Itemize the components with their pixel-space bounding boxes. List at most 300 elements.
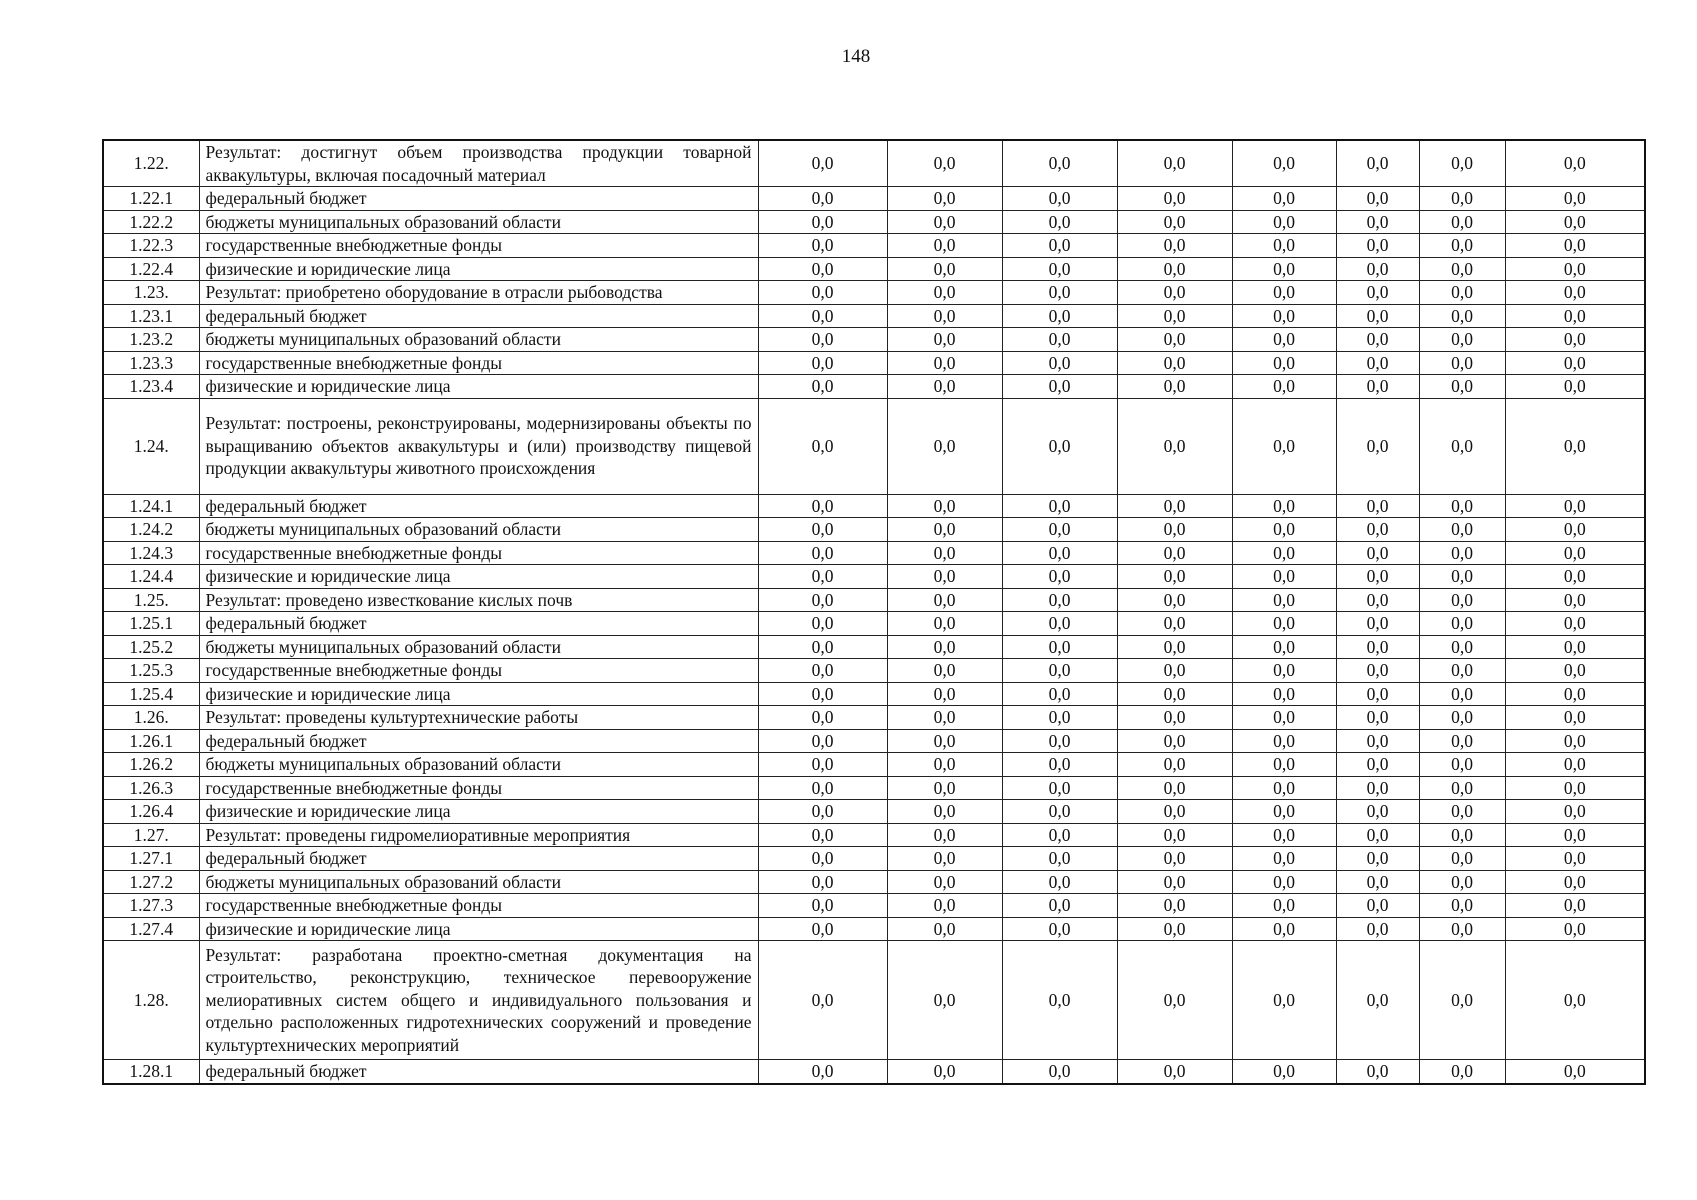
- value-cell: 0,0: [1505, 753, 1645, 777]
- value-cell: 0,0: [1117, 706, 1232, 730]
- value-cell: 0,0: [1505, 847, 1645, 871]
- value-cell: 0,0: [1232, 941, 1336, 1060]
- value-cell: 0,0: [887, 398, 1002, 494]
- value-cell: 0,0: [1336, 494, 1419, 518]
- value-cell: 0,0: [1117, 281, 1232, 305]
- value-cell: 0,0: [1419, 847, 1505, 871]
- value-cell: 0,0: [1336, 588, 1419, 612]
- value-cell: 0,0: [887, 304, 1002, 328]
- table-row: [103, 917, 1645, 941]
- value-cell: 0,0: [758, 659, 887, 683]
- value-cell: 0,0: [1419, 800, 1505, 824]
- value-cell: 0,0: [1232, 917, 1336, 941]
- row-description: бюджеты муниципальных образований области: [199, 328, 758, 352]
- value-cell: 0,0: [1336, 870, 1419, 894]
- value-cell: 0,0: [1336, 823, 1419, 847]
- value-cell: 0,0: [758, 1060, 887, 1084]
- value-cell: 0,0: [1232, 541, 1336, 565]
- row-number: 1.26.1: [103, 729, 199, 753]
- value-cell: 0,0: [758, 800, 887, 824]
- table-row: [103, 304, 1645, 328]
- row-description: физические и юридические лица: [199, 257, 758, 281]
- value-cell: 0,0: [758, 494, 887, 518]
- value-cell: 0,0: [1419, 635, 1505, 659]
- value-cell: 0,0: [1117, 565, 1232, 589]
- value-cell: 0,0: [1419, 494, 1505, 518]
- row-description: федеральный бюджет: [199, 304, 758, 328]
- value-cell: 0,0: [1117, 328, 1232, 352]
- value-cell: 0,0: [887, 612, 1002, 636]
- value-cell: 0,0: [758, 847, 887, 871]
- table-row: [103, 612, 1645, 636]
- value-cell: 0,0: [758, 682, 887, 706]
- value-cell: 0,0: [887, 375, 1002, 399]
- table-row: [103, 776, 1645, 800]
- value-cell: 0,0: [1232, 398, 1336, 494]
- value-cell: 0,0: [1002, 776, 1117, 800]
- table-row: [103, 941, 1645, 1060]
- value-cell: 0,0: [1117, 682, 1232, 706]
- value-cell: 0,0: [758, 565, 887, 589]
- value-cell: 0,0: [1002, 257, 1117, 281]
- value-cell: 0,0: [1232, 234, 1336, 258]
- value-cell: 0,0: [1505, 210, 1645, 234]
- value-cell: 0,0: [887, 328, 1002, 352]
- value-cell: 0,0: [1419, 823, 1505, 847]
- table-row: [103, 659, 1645, 683]
- value-cell: 0,0: [1419, 140, 1505, 187]
- value-cell: 0,0: [1002, 541, 1117, 565]
- row-description: Результат: проведено известкование кислых почв: [199, 588, 758, 612]
- row-description: Результат: проведены гидромелиоративные мероприятия: [199, 823, 758, 847]
- value-cell: 0,0: [1117, 187, 1232, 211]
- value-cell: 0,0: [887, 941, 1002, 1060]
- value-cell: 0,0: [1419, 894, 1505, 918]
- value-cell: 0,0: [1002, 706, 1117, 730]
- row-number: 1.24.1: [103, 494, 199, 518]
- value-cell: 0,0: [1336, 351, 1419, 375]
- value-cell: 0,0: [1002, 682, 1117, 706]
- row-description: государственные внебюджетные фонды: [199, 894, 758, 918]
- value-cell: 0,0: [1505, 800, 1645, 824]
- value-cell: 0,0: [1117, 588, 1232, 612]
- value-cell: 0,0: [1419, 565, 1505, 589]
- value-cell: 0,0: [1117, 753, 1232, 777]
- value-cell: 0,0: [1419, 518, 1505, 542]
- value-cell: 0,0: [1419, 375, 1505, 399]
- value-cell: 0,0: [1002, 304, 1117, 328]
- row-number: 1.23.4: [103, 375, 199, 399]
- value-cell: 0,0: [887, 870, 1002, 894]
- value-cell: 0,0: [1419, 541, 1505, 565]
- value-cell: 0,0: [1002, 800, 1117, 824]
- row-description: физические и юридические лица: [199, 800, 758, 824]
- value-cell: 0,0: [1117, 894, 1232, 918]
- value-cell: 0,0: [758, 140, 887, 187]
- value-cell: 0,0: [1336, 328, 1419, 352]
- row-description: физические и юридические лица: [199, 682, 758, 706]
- value-cell: 0,0: [1232, 518, 1336, 542]
- value-cell: 0,0: [1117, 800, 1232, 824]
- value-cell: 0,0: [887, 257, 1002, 281]
- row-number: 1.22.4: [103, 257, 199, 281]
- value-cell: 0,0: [1419, 187, 1505, 211]
- value-cell: 0,0: [1117, 1060, 1232, 1084]
- value-cell: 0,0: [1419, 234, 1505, 258]
- value-cell: 0,0: [758, 375, 887, 399]
- value-cell: 0,0: [1419, 281, 1505, 305]
- row-number: 1.26.2: [103, 753, 199, 777]
- value-cell: 0,0: [758, 398, 887, 494]
- value-cell: 0,0: [758, 941, 887, 1060]
- row-number: 1.22.1: [103, 187, 199, 211]
- value-cell: 0,0: [1336, 234, 1419, 258]
- value-cell: 0,0: [1117, 635, 1232, 659]
- value-cell: 0,0: [887, 659, 1002, 683]
- value-cell: 0,0: [758, 870, 887, 894]
- value-cell: 0,0: [887, 917, 1002, 941]
- table-row: [103, 823, 1645, 847]
- row-number: 1.27.2: [103, 870, 199, 894]
- row-number: 1.28.1: [103, 1060, 199, 1084]
- value-cell: 0,0: [1505, 398, 1645, 494]
- value-cell: 0,0: [1419, 351, 1505, 375]
- row-number: 1.25.: [103, 588, 199, 612]
- row-number: 1.26.4: [103, 800, 199, 824]
- value-cell: 0,0: [1336, 917, 1419, 941]
- value-cell: 0,0: [1419, 917, 1505, 941]
- row-number: 1.28.: [103, 941, 199, 1060]
- value-cell: 0,0: [1505, 494, 1645, 518]
- value-cell: 0,0: [1232, 706, 1336, 730]
- value-cell: 0,0: [758, 351, 887, 375]
- value-cell: 0,0: [1419, 588, 1505, 612]
- row-description: государственные внебюджетные фонды: [199, 541, 758, 565]
- value-cell: 0,0: [1505, 635, 1645, 659]
- row-description: физические и юридические лица: [199, 565, 758, 589]
- value-cell: 0,0: [1002, 187, 1117, 211]
- value-cell: 0,0: [1505, 894, 1645, 918]
- value-cell: 0,0: [1419, 729, 1505, 753]
- row-number: 1.27.: [103, 823, 199, 847]
- row-description: Результат: проведены культуртехнические работы: [199, 706, 758, 730]
- value-cell: 0,0: [1505, 234, 1645, 258]
- value-cell: 0,0: [1232, 894, 1336, 918]
- value-cell: 0,0: [1117, 398, 1232, 494]
- value-cell: 0,0: [758, 706, 887, 730]
- value-cell: 0,0: [1002, 210, 1117, 234]
- value-cell: 0,0: [887, 140, 1002, 187]
- value-cell: 0,0: [1336, 800, 1419, 824]
- value-cell: 0,0: [1002, 635, 1117, 659]
- row-description: федеральный бюджет: [199, 1060, 758, 1084]
- value-cell: 0,0: [1232, 210, 1336, 234]
- row-description: Результат: разработана проектно-сметная документация на строительство, реконструкцию, техническое перевооружение мелиоративных систем общего и индивидуального пользования и отдельно расположенных гидротехнических сооружений и проведение культуртехнических мероприятий: [199, 941, 758, 1060]
- row-description: федеральный бюджет: [199, 187, 758, 211]
- value-cell: 0,0: [1505, 823, 1645, 847]
- value-cell: 0,0: [1002, 588, 1117, 612]
- row-description: бюджеты муниципальных образований области: [199, 635, 758, 659]
- value-cell: 0,0: [1505, 941, 1645, 1060]
- value-cell: 0,0: [758, 281, 887, 305]
- table-row: [103, 682, 1645, 706]
- value-cell: 0,0: [758, 729, 887, 753]
- value-cell: 0,0: [1232, 588, 1336, 612]
- value-cell: 0,0: [1117, 494, 1232, 518]
- value-cell: 0,0: [1336, 729, 1419, 753]
- row-number: 1.25.1: [103, 612, 199, 636]
- value-cell: 0,0: [1117, 870, 1232, 894]
- row-number: 1.26.: [103, 706, 199, 730]
- table-row: [103, 494, 1645, 518]
- value-cell: 0,0: [1419, 304, 1505, 328]
- value-cell: 0,0: [1232, 682, 1336, 706]
- value-cell: 0,0: [887, 281, 1002, 305]
- value-cell: 0,0: [1232, 729, 1336, 753]
- value-cell: 0,0: [1232, 870, 1336, 894]
- value-cell: 0,0: [1002, 917, 1117, 941]
- table-row: [103, 635, 1645, 659]
- value-cell: 0,0: [1505, 729, 1645, 753]
- row-description: бюджеты муниципальных образований области: [199, 210, 758, 234]
- value-cell: 0,0: [1505, 588, 1645, 612]
- row-description: Результат: достигнут объем производства продукции товарной аквакультуры, включая посадочный материал: [199, 140, 758, 187]
- value-cell: 0,0: [1002, 729, 1117, 753]
- value-cell: 0,0: [1232, 304, 1336, 328]
- value-cell: 0,0: [1117, 823, 1232, 847]
- value-cell: 0,0: [758, 612, 887, 636]
- value-cell: 0,0: [887, 565, 1002, 589]
- value-cell: 0,0: [1505, 776, 1645, 800]
- value-cell: 0,0: [1002, 565, 1117, 589]
- value-cell: 0,0: [1336, 304, 1419, 328]
- value-cell: 0,0: [887, 494, 1002, 518]
- value-cell: 0,0: [1002, 753, 1117, 777]
- value-cell: 0,0: [1336, 1060, 1419, 1084]
- row-description: государственные внебюджетные фонды: [199, 659, 758, 683]
- value-cell: 0,0: [1117, 351, 1232, 375]
- value-cell: 0,0: [1419, 870, 1505, 894]
- table-row: [103, 729, 1645, 753]
- value-cell: 0,0: [1336, 847, 1419, 871]
- value-cell: 0,0: [1117, 257, 1232, 281]
- row-number: 1.23.: [103, 281, 199, 305]
- row-number: 1.27.4: [103, 917, 199, 941]
- value-cell: 0,0: [758, 917, 887, 941]
- value-cell: 0,0: [1117, 234, 1232, 258]
- value-cell: 0,0: [1419, 753, 1505, 777]
- value-cell: 0,0: [1505, 612, 1645, 636]
- table-row: [103, 328, 1645, 352]
- row-description: Результат: приобретено оборудование в отрасли рыбоводства: [199, 281, 758, 305]
- value-cell: 0,0: [1419, 328, 1505, 352]
- value-cell: 0,0: [1232, 351, 1336, 375]
- table-row: [103, 351, 1645, 375]
- value-cell: 0,0: [1002, 398, 1117, 494]
- table-row: [103, 518, 1645, 542]
- row-description: федеральный бюджет: [199, 847, 758, 871]
- value-cell: 0,0: [1336, 140, 1419, 187]
- value-cell: 0,0: [1232, 565, 1336, 589]
- page-number: 148: [841, 46, 871, 67]
- value-cell: 0,0: [1419, 210, 1505, 234]
- value-cell: 0,0: [1117, 776, 1232, 800]
- value-cell: 0,0: [1232, 494, 1336, 518]
- table-row: [103, 800, 1645, 824]
- value-cell: 0,0: [1002, 659, 1117, 683]
- row-number: 1.24.: [103, 398, 199, 494]
- value-cell: 0,0: [1505, 140, 1645, 187]
- value-cell: 0,0: [1002, 847, 1117, 871]
- table-row: [103, 870, 1645, 894]
- value-cell: 0,0: [1117, 659, 1232, 683]
- row-description: физические и юридические лица: [199, 375, 758, 399]
- value-cell: 0,0: [1336, 210, 1419, 234]
- value-cell: 0,0: [1117, 518, 1232, 542]
- value-cell: 0,0: [1232, 659, 1336, 683]
- value-cell: 0,0: [887, 800, 1002, 824]
- value-cell: 0,0: [1002, 328, 1117, 352]
- table-row: [103, 706, 1645, 730]
- value-cell: 0,0: [1505, 565, 1645, 589]
- value-cell: 0,0: [1336, 941, 1419, 1060]
- row-number: 1.27.3: [103, 894, 199, 918]
- value-cell: 0,0: [1336, 257, 1419, 281]
- value-cell: 0,0: [758, 588, 887, 612]
- value-cell: 0,0: [887, 776, 1002, 800]
- value-cell: 0,0: [1232, 187, 1336, 211]
- value-cell: 0,0: [758, 234, 887, 258]
- value-cell: 0,0: [1419, 682, 1505, 706]
- value-cell: 0,0: [1505, 351, 1645, 375]
- value-cell: 0,0: [1336, 635, 1419, 659]
- value-cell: 0,0: [1419, 659, 1505, 683]
- value-cell: 0,0: [1232, 257, 1336, 281]
- value-cell: 0,0: [1505, 375, 1645, 399]
- value-cell: 0,0: [887, 234, 1002, 258]
- value-cell: 0,0: [1336, 565, 1419, 589]
- value-cell: 0,0: [1232, 375, 1336, 399]
- value-cell: 0,0: [1002, 870, 1117, 894]
- value-cell: 0,0: [1505, 328, 1645, 352]
- row-number: 1.22.: [103, 140, 199, 187]
- value-cell: 0,0: [887, 753, 1002, 777]
- row-description: федеральный бюджет: [199, 612, 758, 636]
- value-cell: 0,0: [887, 541, 1002, 565]
- value-cell: 0,0: [887, 351, 1002, 375]
- value-cell: 0,0: [1505, 518, 1645, 542]
- value-cell: 0,0: [1336, 753, 1419, 777]
- value-cell: 0,0: [1117, 729, 1232, 753]
- value-cell: 0,0: [887, 682, 1002, 706]
- value-cell: 0,0: [1117, 847, 1232, 871]
- value-cell: 0,0: [1505, 706, 1645, 730]
- value-cell: 0,0: [1505, 917, 1645, 941]
- value-cell: 0,0: [1002, 823, 1117, 847]
- value-cell: 0,0: [1419, 1060, 1505, 1084]
- value-cell: 0,0: [1419, 941, 1505, 1060]
- value-cell: 0,0: [758, 518, 887, 542]
- table-row: [103, 210, 1645, 234]
- value-cell: 0,0: [1117, 140, 1232, 187]
- value-cell: 0,0: [1117, 210, 1232, 234]
- value-cell: 0,0: [1336, 518, 1419, 542]
- value-cell: 0,0: [758, 753, 887, 777]
- table-row: [103, 847, 1645, 871]
- value-cell: 0,0: [1232, 635, 1336, 659]
- row-number: 1.25.3: [103, 659, 199, 683]
- value-cell: 0,0: [1505, 541, 1645, 565]
- value-cell: 0,0: [758, 894, 887, 918]
- value-cell: 0,0: [887, 729, 1002, 753]
- value-cell: 0,0: [1336, 659, 1419, 683]
- value-cell: 0,0: [1002, 140, 1117, 187]
- value-cell: 0,0: [1232, 823, 1336, 847]
- value-cell: 0,0: [1002, 518, 1117, 542]
- value-cell: 0,0: [1419, 257, 1505, 281]
- value-cell: 0,0: [758, 541, 887, 565]
- value-cell: 0,0: [1336, 894, 1419, 918]
- value-cell: 0,0: [1232, 281, 1336, 305]
- value-cell: 0,0: [887, 894, 1002, 918]
- value-cell: 0,0: [1505, 304, 1645, 328]
- table-row: [103, 894, 1645, 918]
- table-row: [103, 398, 1645, 494]
- row-description: бюджеты муниципальных образований области: [199, 870, 758, 894]
- value-cell: 0,0: [1419, 612, 1505, 636]
- value-cell: 0,0: [758, 776, 887, 800]
- row-description: Результат: построены, реконструированы, модернизированы объекты по выращиванию объектов аквакультуры и (или) производству пищевой продукции аквакультуры животного происхождения: [199, 398, 758, 494]
- value-cell: 0,0: [1002, 612, 1117, 636]
- value-cell: 0,0: [758, 635, 887, 659]
- row-description: государственные внебюджетные фонды: [199, 351, 758, 375]
- value-cell: 0,0: [887, 823, 1002, 847]
- row-description: федеральный бюджет: [199, 729, 758, 753]
- value-cell: 0,0: [1232, 140, 1336, 187]
- financing-table: [102, 139, 1646, 1085]
- value-cell: 0,0: [1505, 870, 1645, 894]
- value-cell: 0,0: [1117, 541, 1232, 565]
- value-cell: 0,0: [1336, 612, 1419, 636]
- row-number: 1.24.4: [103, 565, 199, 589]
- table-row: [103, 257, 1645, 281]
- value-cell: 0,0: [1419, 398, 1505, 494]
- table-row: [103, 588, 1645, 612]
- value-cell: 0,0: [887, 210, 1002, 234]
- value-cell: 0,0: [1336, 398, 1419, 494]
- value-cell: 0,0: [1505, 682, 1645, 706]
- row-description: государственные внебюджетные фонды: [199, 776, 758, 800]
- value-cell: 0,0: [1002, 894, 1117, 918]
- value-cell: 0,0: [758, 328, 887, 352]
- row-description: физические и юридические лица: [199, 917, 758, 941]
- value-cell: 0,0: [1336, 682, 1419, 706]
- row-description: федеральный бюджет: [199, 494, 758, 518]
- table-body: [103, 140, 1645, 1084]
- table-row: [103, 541, 1645, 565]
- value-cell: 0,0: [1002, 494, 1117, 518]
- row-number: 1.24.3: [103, 541, 199, 565]
- table-row: [103, 753, 1645, 777]
- value-cell: 0,0: [1232, 753, 1336, 777]
- value-cell: 0,0: [1232, 328, 1336, 352]
- value-cell: 0,0: [1419, 706, 1505, 730]
- row-description: бюджеты муниципальных образований области: [199, 518, 758, 542]
- value-cell: 0,0: [887, 518, 1002, 542]
- table-row: [103, 187, 1645, 211]
- value-cell: 0,0: [758, 187, 887, 211]
- value-cell: 0,0: [887, 187, 1002, 211]
